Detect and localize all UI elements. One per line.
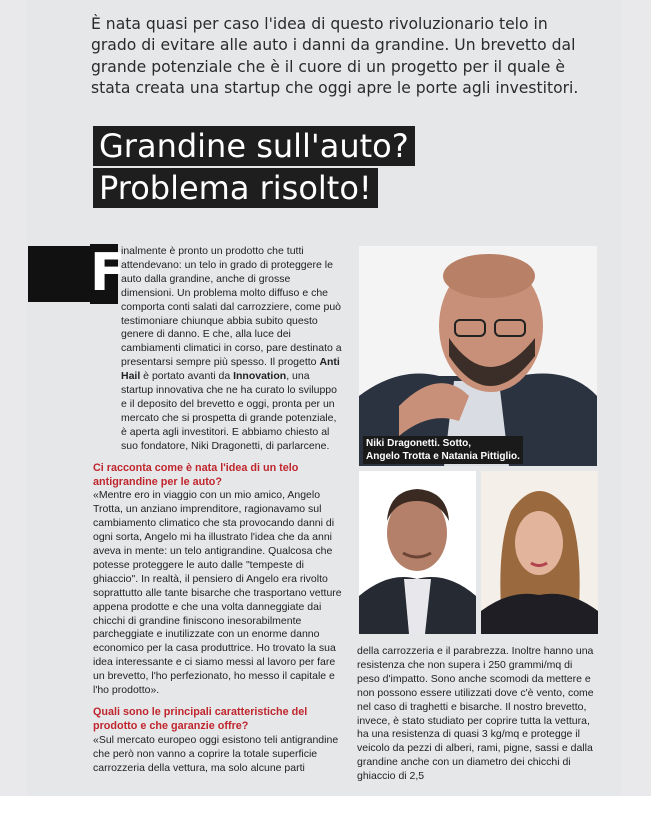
dropcap-bar [28, 246, 90, 302]
photo-niki-dragonetti [359, 246, 597, 466]
portrait-man-glasses [359, 246, 597, 466]
headline-line-1: Grandine sull'auto? [93, 126, 415, 166]
portrait-woman [481, 471, 598, 634]
intro-paragraph: È nata quasi per caso l'idea di questo rivoluzionario telo in grado di evitare alle auto i danni da grandine. Un brevetto dal grande potenziale che è il cuore di un progetto per il quale è stata creata una startup che oggi apre le porte agli investitori. [91, 15, 579, 98]
article-column-1 [93, 245, 342, 776]
article-column-2: della carrozzeria e il parabrezza. Inoltre hanno una resistenza che non supera i 250 grammi/mq di peso d'impatto. Sono anche scomodi da mettere e non possono essere utilizzati dove c'è vento, come nel caso di traghetti e bisarche. Il nostro brevetto, invece, è stato studiato per coprire tutta la vettura, ha una resistenza di quasi 3 kg/mq e protegge il veicolo da pezzi di alberi, rami, pigne, sassi e dalla grandine anche con un diametro dei chicchi di ghiaccio di 2,5 [357, 645, 594, 783]
photo-angelo-trotta [359, 471, 476, 634]
bottom-bar [0, 796, 651, 822]
photo-natania-pittiglio [481, 471, 598, 634]
headline-line-2: Problema risolto! [93, 168, 378, 208]
answer-2: «Sul mercato europeo oggi esistono teli antigrandine che però non vanno a coprire la totale superficie carrozzeria della vettura, ma solo alcune parti [93, 733, 339, 774]
answer-1: «Mentre ero in viaggio con un mio amico, Angelo Trotta, un anziano imprenditore, ragionavamo sul cambiamento climatico che sta provocando danni di ogni sorta, Angelo mi ha illustrato l'idea che da anni aveva in mente: un telo antigrandine. Qualcosa che potesse proteggere le auto dalle "tempeste di ghiaccio". In realtà, il pensiero di Angelo era rivolto soprattutto alle tante bisarche che trasportano vetture appena prodotte e che una volta danneggiate dai chicchi di grandine finiscono inesorabilmente parcheggiate e inutilizzate con un enorme danno economico per la casa produttrice. Ho trovato la sua idea interessante e ci siamo messi al lavoro per fare un brevetto, l'ho perfezionato, ho messo il capitale e l'ho prodotto». [93, 489, 342, 697]
company-name: Innovation [233, 370, 287, 383]
caption-line-1: Niki Dragonetti. Sotto, [366, 438, 471, 449]
photo-caption [363, 436, 523, 464]
drop-cap: F [90, 243, 126, 303]
caption-line-2: Angelo Trotta e Natania Pittiglio. [366, 451, 520, 462]
question-2: Quali sono le principali caratteristiche del prodotto e che garanzie offre? [93, 706, 308, 732]
question-1: Ci racconta come è nata l'idea di un telo antigrandine per le auto? [93, 461, 299, 488]
portrait-older-man [359, 471, 476, 634]
headline [93, 126, 415, 210]
project-name: Anti Hail [121, 356, 340, 383]
paragraph-1: inalmente è pronto un prodotto che tutti attendevano: un telo in grado di proteggere le auto dalla grandine, anche di grosse dimensioni. Un problema molto diffuso e che comporta conti salati dal carrozziere, come può testimoniare chiunque abbia subito questo genere di danno. E che, alla luce dei cambiamenti climatici in corso, pare destinato a presentarsi sempre più spesso. Il progetto Anti Hail è portato avanti da Innovation, una startup innovativa che ne ha curato lo sviluppo e il deposito del brevetto e oggi, pronta per un mercato che si prospetta di grande potenziale, è aperta agli investitori. E abbiamo chiesto al suo fondatore, Niki Dragonetti, di parlarcene. [121, 245, 342, 452]
